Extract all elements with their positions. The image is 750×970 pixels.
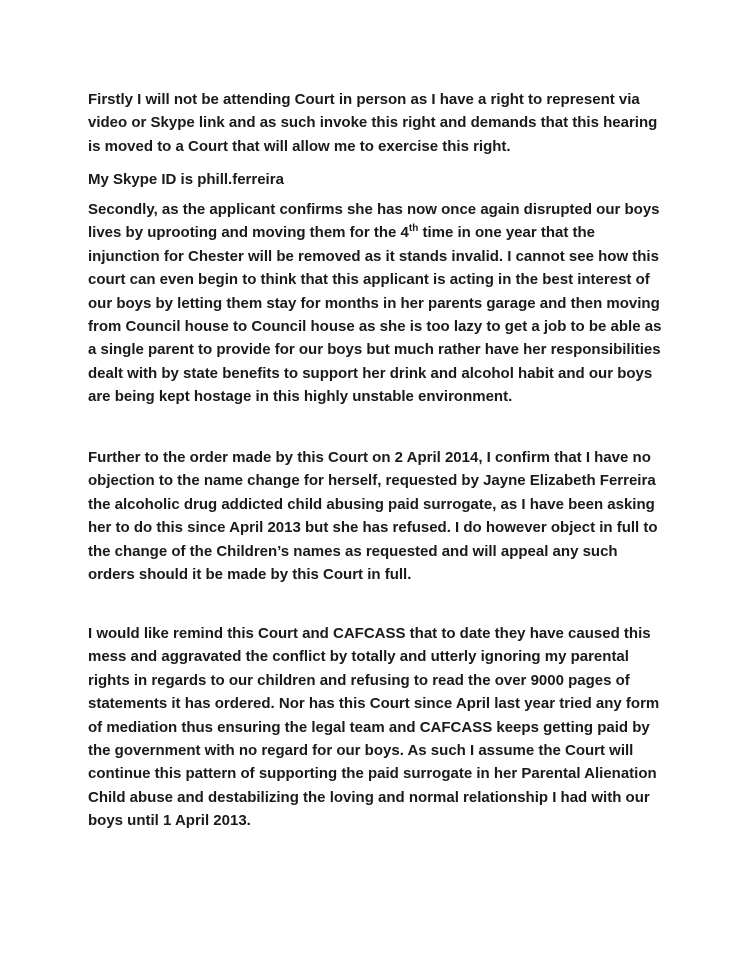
text-line: Secondly, as the applicant confirms she has now once again disrupted our boys [88, 201, 660, 218]
text-line: the alcoholic drug addicted child abusing paid surrogate, as I have been asking [88, 495, 655, 513]
paragraph-cafcass [88, 622, 688, 833]
text-fragment: lives by uprooting and moving them for the 4 [88, 224, 409, 242]
text-line: are being kept hostage in this highly unstable environment. [88, 388, 513, 406]
text-line: I would like remind this Court and CAFCASS that to date they have caused this [88, 625, 651, 642]
text-line: her to do this since April 2013 but she has refused. I do however object in full to [88, 519, 658, 537]
text-line: Firstly I will not be attending Court in person as I have a right to represent via [88, 91, 640, 108]
text-line: court can even begin to think that this applicant is acting in the best interest of [88, 271, 650, 289]
text-line: continue this pattern of supporting the paid surrogate in her Parental Alienation [88, 765, 657, 783]
text-line: boys until 1 April 2013. [88, 812, 251, 830]
text-line: objection to the name change for herself, requested by Jayne Elizabeth Ferreira [88, 472, 656, 490]
text-line: statements it has ordered. Nor has this Court since April last year tried any form [88, 695, 660, 713]
text-line: from Council house to Council house as she is too lazy to get a job to be able as [88, 318, 662, 336]
paragraph-secondly [88, 198, 688, 409]
text-line: the government with no regard for our boys. As such I assume the Court will [88, 742, 634, 760]
text-line: a single parent to provide for our boys but much rather have her responsibilities [88, 341, 661, 359]
text-line: of mediation thus ensuring the legal team and CAFCASS keeps getting paid by [88, 718, 650, 736]
text-line: Further to the order made by this Court on 2 April 2014, I confirm that I have no [88, 449, 651, 466]
text-line: Child abuse and destabilizing the loving and normal relationship I had with our [88, 788, 650, 806]
text-fragment: time in one year that the [418, 224, 596, 242]
text-line: rights in regards to our children and refusing to read the over 9000 pages of [88, 671, 630, 689]
text-line: the change of the Children’s names as requested and will appeal any such [88, 542, 618, 560]
paragraph-attendance [88, 88, 688, 158]
text-line-with-superscript [88, 221, 688, 244]
text-line: My Skype ID is phill.ferreira [88, 171, 284, 188]
text-line: orders should it be made by this Court in full. [88, 566, 412, 584]
text-line: video or Skype link and as such invoke this right and demands that this hearing [88, 114, 658, 132]
paragraph-skype-id [88, 168, 688, 191]
text-line: mess and aggravated the conflict by totally and utterly ignoring my parental [88, 648, 629, 666]
text-line: injunction for Chester will be removed as it stands invalid. I cannot see how this [88, 247, 659, 265]
text-line: our boys by letting them stay for months in her parents garage and then moving [88, 294, 660, 312]
text-line: is moved to a Court that will allow me to exercise this right. [88, 137, 511, 155]
ordinal-superscript: th [408, 223, 419, 235]
text-line: dealt with by state benefits to support her drink and alcohol habit and our boys [88, 364, 653, 382]
paragraph-name-change [88, 446, 688, 586]
